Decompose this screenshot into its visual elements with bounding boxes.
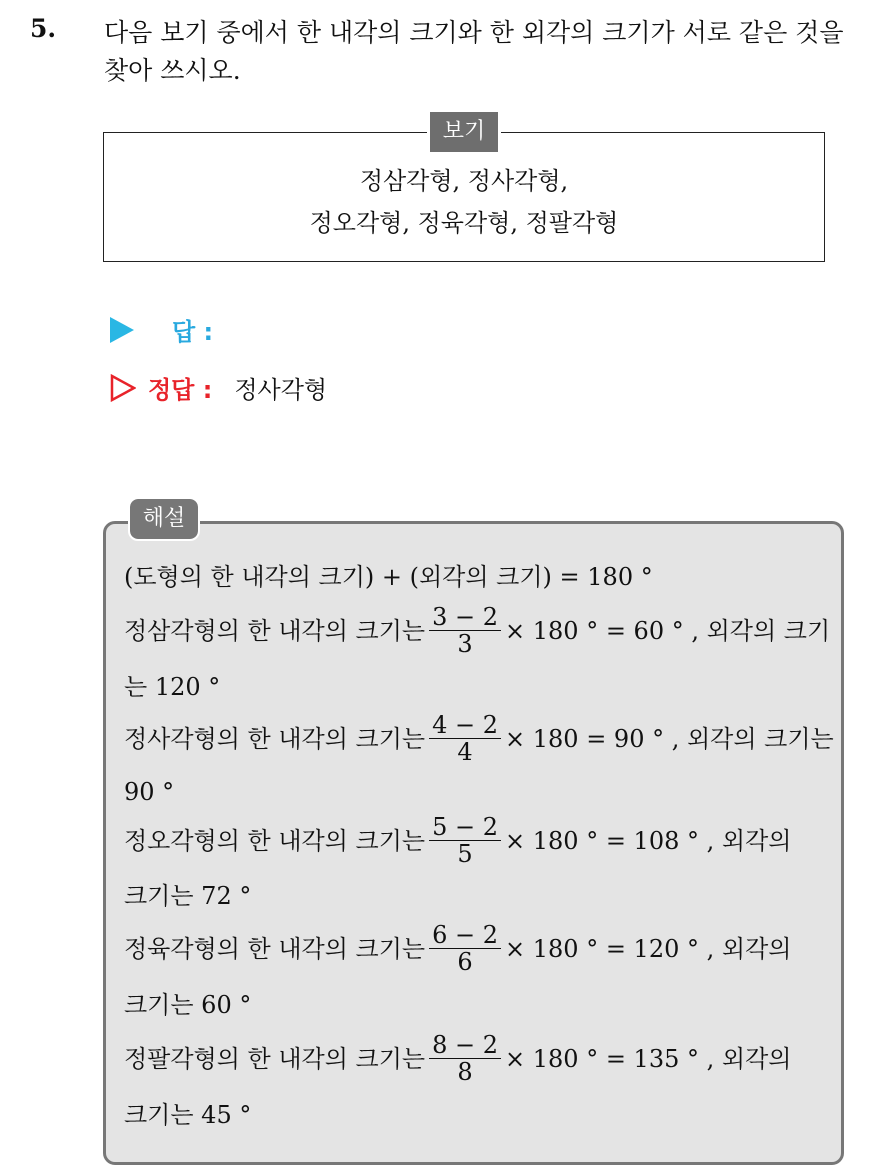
correct-answer-row [110,370,327,405]
question-text-line2: 찾아 쓰시오. [104,56,241,85]
solution-text: 는 120 ° [124,673,221,701]
fraction-denominator: 8 [457,1058,473,1086]
play-arrow-icon [110,317,134,343]
solution-line3 [124,672,220,702]
answer-row [110,312,213,347]
question-text [104,14,874,90]
solution-line1 [124,562,653,592]
fraction-denominator: 6 [457,948,473,976]
solution-text: × 180 ° = 108 ° , 외각의 [505,826,792,855]
solution-line7 [124,881,251,911]
solution-line9 [124,990,251,1020]
solution-text: 크기는 45 ° [124,1101,252,1129]
fraction-numerator: 8 − 2 [429,1032,501,1059]
solution-line11 [124,1100,251,1130]
solution-line10 [124,1032,791,1085]
solution-line2 [124,604,830,657]
correct-answer-value: 정사각형 [234,376,328,404]
solution-line4 [124,712,834,765]
solution-text: 90 ° [124,778,175,806]
fraction-numerator: 5 − 2 [429,814,501,841]
answer-label: 답 : [172,318,214,346]
solution-text: × 180 ° = 135 ° , 외각의 [505,1044,792,1073]
fraction [429,1032,501,1085]
solution-text: 정팔각형의 한 내각의 크기는 [124,1044,426,1073]
correct-answer-label: 정답 : [148,376,213,404]
fraction-numerator: 6 − 2 [429,922,501,949]
solution-text: × 180 ° = 120 ° , 외각의 [505,934,792,963]
fraction-numerator: 3 − 2 [429,604,501,631]
solution-label: 해설 [130,499,198,539]
solution-line5 [124,777,174,807]
solution-text: × 180 ° = 60 ° , 외각의 크기 [505,616,831,645]
solution-line8 [124,922,791,975]
solution-text: × 180 = 90 ° , 외각의 크기는 [505,724,834,753]
bogi-line1: 정삼각형, 정사각형, [359,167,569,195]
fraction-denominator: 3 [457,630,473,658]
question-text-line1: 다음 보기 중에서 한 내각의 크기와 한 외각의 크기가 서로 같은 것을 [104,18,844,47]
solution-text: 크기는 72 ° [124,882,252,910]
fraction [429,814,501,867]
solution-text: 정육각형의 한 내각의 크기는 [124,934,426,963]
solution-text: (도형의 한 내각의 크기) + (외각의 크기) = 180 ° [124,563,653,591]
solution-text: 정삼각형의 한 내각의 크기는 [124,616,426,645]
play-outline-icon [110,374,136,402]
bogi-line2: 정오각형, 정육각형, 정팔각형 [309,209,619,237]
fraction [429,922,501,975]
fraction-denominator: 4 [457,738,473,766]
solution-line6 [124,814,791,867]
fraction [429,712,501,765]
fraction [429,604,501,657]
bogi-label: 보기 [430,112,498,152]
solution-text: 크기는 60 ° [124,991,252,1019]
fraction-denominator: 5 [457,840,473,868]
solution-text: 정오각형의 한 내각의 크기는 [124,826,426,855]
solution-text: 정사각형의 한 내각의 크기는 [124,724,426,753]
fraction-numerator: 4 − 2 [429,712,501,739]
question-number: 5. [30,14,57,43]
